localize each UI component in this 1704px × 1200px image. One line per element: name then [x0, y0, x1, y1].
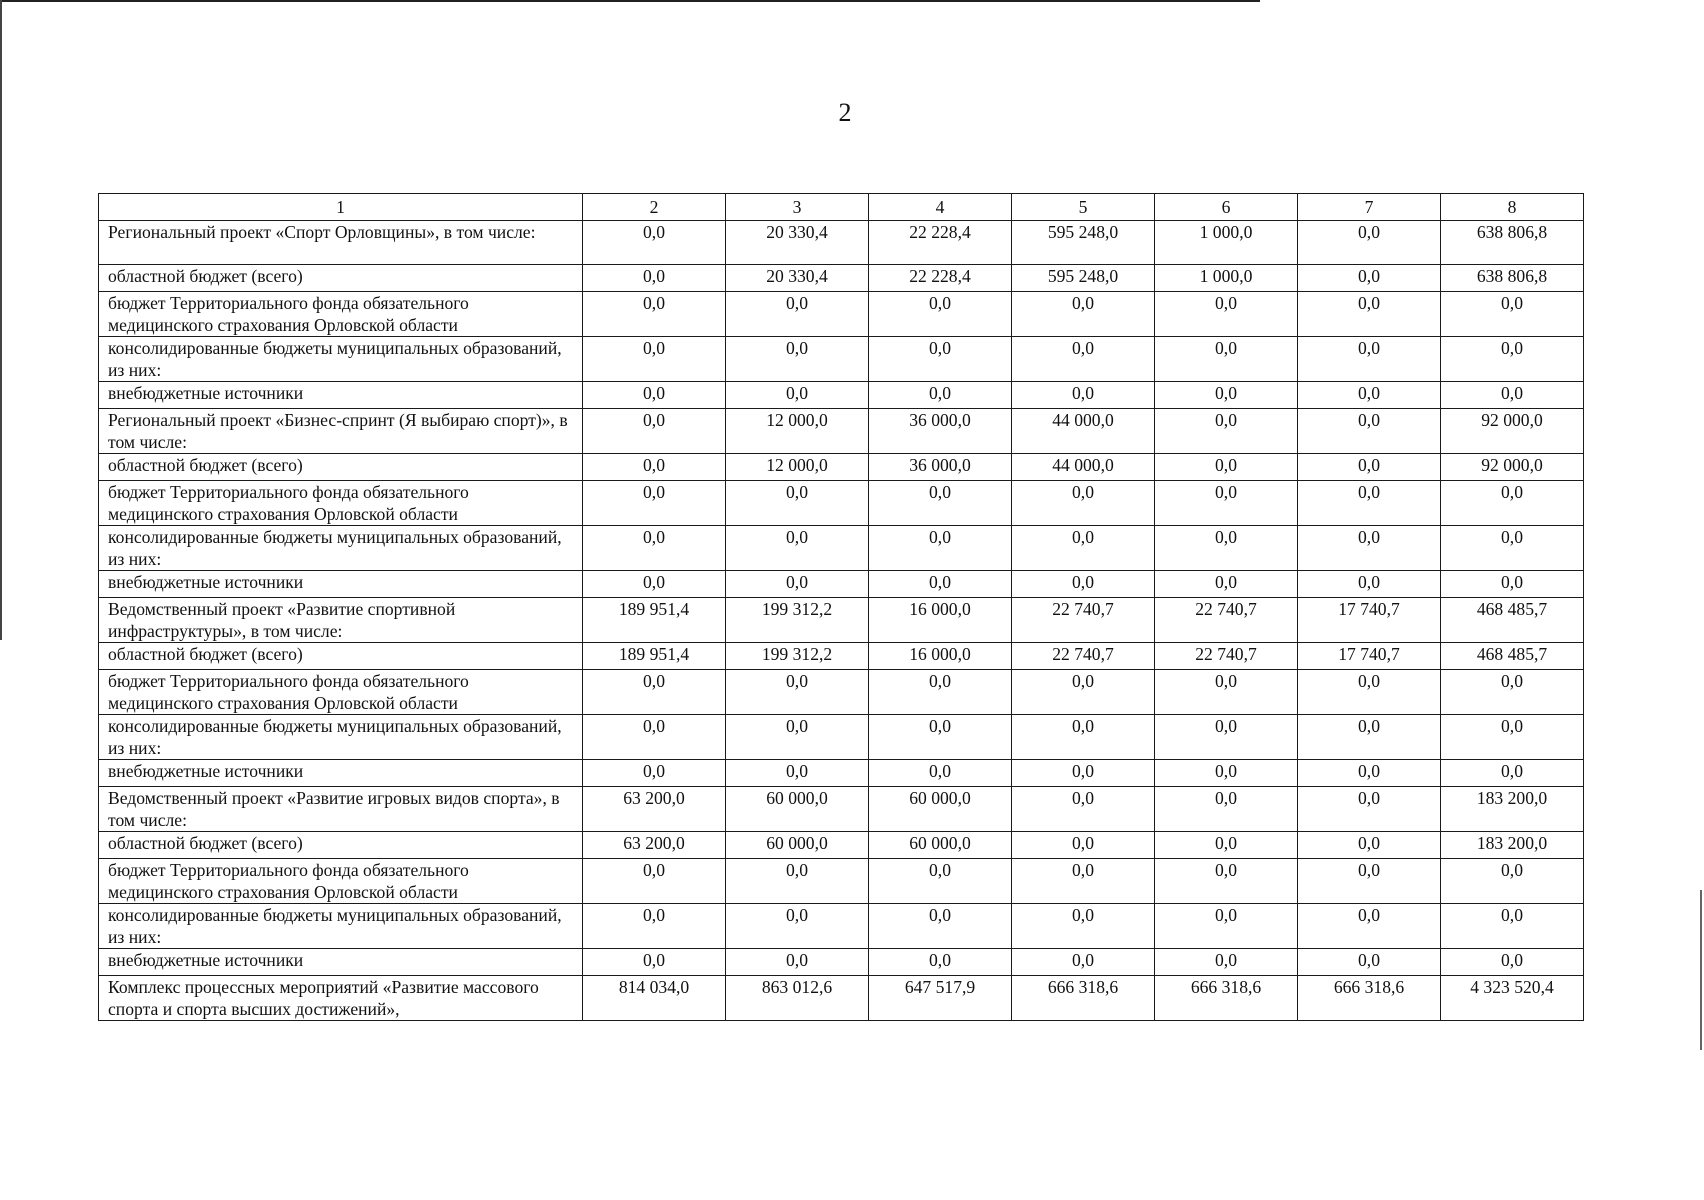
- cell-value: 0,0: [1155, 526, 1298, 571]
- cell-value: 44 000,0: [1012, 454, 1155, 481]
- cell-value: 0,0: [869, 715, 1012, 760]
- cell-value: 0,0: [583, 571, 726, 598]
- cell-value: 183 200,0: [1441, 832, 1584, 859]
- table-row: [99, 904, 1584, 949]
- row-label: Комплекс процессных мероприятий «Развитие массового спорта и спорта высших достижений»,: [99, 976, 583, 1021]
- column-header: 8: [1441, 194, 1584, 221]
- cell-value: 0,0: [583, 526, 726, 571]
- cell-value: 0,0: [583, 382, 726, 409]
- cell-value: 0,0: [869, 382, 1012, 409]
- cell-value: 0,0: [1441, 337, 1584, 382]
- cell-value: 0,0: [1012, 481, 1155, 526]
- cell-value: 0,0: [583, 904, 726, 949]
- cell-value: 22 740,7: [1012, 598, 1155, 643]
- column-header: 7: [1298, 194, 1441, 221]
- cell-value: 0,0: [1441, 382, 1584, 409]
- cell-value: 0,0: [583, 454, 726, 481]
- cell-value: 22 740,7: [1012, 643, 1155, 670]
- cell-value: 0,0: [726, 382, 869, 409]
- cell-value: 0,0: [869, 292, 1012, 337]
- cell-value: 0,0: [1155, 292, 1298, 337]
- cell-value: 0,0: [726, 526, 869, 571]
- cell-value: 0,0: [1441, 670, 1584, 715]
- cell-value: 0,0: [1155, 859, 1298, 904]
- cell-value: 0,0: [869, 760, 1012, 787]
- cell-value: 814 034,0: [583, 976, 726, 1021]
- cell-value: 0,0: [869, 670, 1012, 715]
- cell-value: 12 000,0: [726, 454, 869, 481]
- cell-value: 1 000,0: [1155, 265, 1298, 292]
- table-row: [99, 670, 1584, 715]
- cell-value: 20 330,4: [726, 265, 869, 292]
- cell-value: 0,0: [1155, 409, 1298, 454]
- cell-value: 0,0: [1298, 382, 1441, 409]
- cell-value: 0,0: [1012, 904, 1155, 949]
- cell-value: 0,0: [583, 670, 726, 715]
- cell-value: 0,0: [1298, 292, 1441, 337]
- cell-value: 0,0: [869, 337, 1012, 382]
- cell-value: 0,0: [1298, 859, 1441, 904]
- cell-value: 0,0: [1298, 949, 1441, 976]
- cell-value: 647 517,9: [869, 976, 1012, 1021]
- row-label: внебюджетные источники: [99, 571, 583, 598]
- cell-value: 0,0: [869, 571, 1012, 598]
- cell-value: 638 806,8: [1441, 221, 1584, 265]
- cell-value: 0,0: [1298, 337, 1441, 382]
- cell-value: 17 740,7: [1298, 598, 1441, 643]
- column-header: 5: [1012, 194, 1155, 221]
- scan-edge-top: [0, 0, 1260, 2]
- cell-value: 0,0: [583, 221, 726, 265]
- cell-value: 0,0: [726, 292, 869, 337]
- cell-value: 0,0: [726, 571, 869, 598]
- table-row: [99, 598, 1584, 643]
- cell-value: 0,0: [726, 859, 869, 904]
- cell-value: 60 000,0: [869, 832, 1012, 859]
- cell-value: 0,0: [583, 859, 726, 904]
- row-label: Ведомственный проект «Развитие игровых видов спорта», в том числе:: [99, 787, 583, 832]
- cell-value: 863 012,6: [726, 976, 869, 1021]
- cell-value: 22 740,7: [1155, 598, 1298, 643]
- table-row: [99, 571, 1584, 598]
- cell-value: 22 228,4: [869, 265, 1012, 292]
- cell-value: 0,0: [1155, 337, 1298, 382]
- cell-value: 0,0: [1441, 859, 1584, 904]
- cell-value: 199 312,2: [726, 643, 869, 670]
- cell-value: 189 951,4: [583, 643, 726, 670]
- cell-value: 0,0: [1298, 832, 1441, 859]
- cell-value: 0,0: [1298, 265, 1441, 292]
- cell-value: 0,0: [1155, 949, 1298, 976]
- table-row: [99, 337, 1584, 382]
- cell-value: 0,0: [1298, 670, 1441, 715]
- table-row: [99, 976, 1584, 1021]
- cell-value: 0,0: [583, 409, 726, 454]
- cell-value: 0,0: [1155, 454, 1298, 481]
- cell-value: 44 000,0: [1012, 409, 1155, 454]
- row-label: бюджет Территориального фонда обязательного медицинского страхования Орловской области: [99, 481, 583, 526]
- row-label: бюджет Территориального фонда обязательного медицинского страхования Орловской области: [99, 292, 583, 337]
- cell-value: 92 000,0: [1441, 409, 1584, 454]
- cell-value: 0,0: [1441, 760, 1584, 787]
- cell-value: 0,0: [1155, 715, 1298, 760]
- cell-value: 638 806,8: [1441, 265, 1584, 292]
- cell-value: 0,0: [1441, 292, 1584, 337]
- cell-value: 0,0: [1298, 787, 1441, 832]
- cell-value: 0,0: [1012, 670, 1155, 715]
- cell-value: 22 740,7: [1155, 643, 1298, 670]
- cell-value: 36 000,0: [869, 409, 1012, 454]
- cell-value: 92 000,0: [1441, 454, 1584, 481]
- row-label: Региональный проект «Спорт Орловщины», в том числе:: [99, 221, 583, 265]
- cell-value: 20 330,4: [726, 221, 869, 265]
- cell-value: 0,0: [726, 949, 869, 976]
- cell-value: 468 485,7: [1441, 598, 1584, 643]
- budget-table: [98, 193, 1584, 1021]
- row-label: областной бюджет (всего): [99, 643, 583, 670]
- cell-value: 36 000,0: [869, 454, 1012, 481]
- cell-value: 0,0: [1012, 292, 1155, 337]
- cell-value: 0,0: [1155, 571, 1298, 598]
- column-header: 3: [726, 194, 869, 221]
- row-label: консолидированные бюджеты муниципальных образований, из них:: [99, 526, 583, 571]
- cell-value: 0,0: [726, 670, 869, 715]
- cell-value: 0,0: [726, 481, 869, 526]
- table-row: [99, 643, 1584, 670]
- cell-value: 0,0: [726, 760, 869, 787]
- cell-value: 4 323 520,4: [1441, 976, 1584, 1021]
- cell-value: 0,0: [1155, 481, 1298, 526]
- row-label: консолидированные бюджеты муниципальных образований, из них:: [99, 715, 583, 760]
- cell-value: 0,0: [1441, 949, 1584, 976]
- cell-value: 12 000,0: [726, 409, 869, 454]
- column-header: 2: [583, 194, 726, 221]
- cell-value: 0,0: [1012, 787, 1155, 832]
- row-label: внебюджетные источники: [99, 382, 583, 409]
- cell-value: 16 000,0: [869, 643, 1012, 670]
- cell-value: 16 000,0: [869, 598, 1012, 643]
- row-label: консолидированные бюджеты муниципальных образований, из них:: [99, 904, 583, 949]
- cell-value: 666 318,6: [1298, 976, 1441, 1021]
- cell-value: 0,0: [583, 292, 726, 337]
- cell-value: 0,0: [1298, 481, 1441, 526]
- cell-value: 595 248,0: [1012, 221, 1155, 265]
- table-row: [99, 382, 1584, 409]
- cell-value: 0,0: [1155, 670, 1298, 715]
- row-label: областной бюджет (всего): [99, 265, 583, 292]
- cell-value: 189 951,4: [583, 598, 726, 643]
- column-header: 6: [1155, 194, 1298, 221]
- cell-value: 199 312,2: [726, 598, 869, 643]
- cell-value: 0,0: [1298, 221, 1441, 265]
- row-label: бюджет Территориального фонда обязательного медицинского страхования Орловской области: [99, 670, 583, 715]
- cell-value: 22 228,4: [869, 221, 1012, 265]
- cell-value: 0,0: [869, 526, 1012, 571]
- table-row: [99, 859, 1584, 904]
- cell-value: 0,0: [1012, 832, 1155, 859]
- cell-value: 0,0: [1298, 715, 1441, 760]
- cell-value: 0,0: [1155, 760, 1298, 787]
- cell-value: 0,0: [1012, 571, 1155, 598]
- table-row: [99, 787, 1584, 832]
- cell-value: 0,0: [1155, 904, 1298, 949]
- table-row: [99, 265, 1584, 292]
- cell-value: 0,0: [583, 715, 726, 760]
- cell-value: 0,0: [1298, 454, 1441, 481]
- cell-value: 0,0: [869, 859, 1012, 904]
- cell-value: 0,0: [1298, 526, 1441, 571]
- cell-value: 183 200,0: [1441, 787, 1584, 832]
- row-label: консолидированные бюджеты муниципальных образований, из них:: [99, 337, 583, 382]
- cell-value: 0,0: [1441, 904, 1584, 949]
- column-header: 1: [99, 194, 583, 221]
- table-row: [99, 454, 1584, 481]
- cell-value: 0,0: [1441, 715, 1584, 760]
- table-row: [99, 292, 1584, 337]
- row-label: областной бюджет (всего): [99, 832, 583, 859]
- cell-value: 0,0: [726, 904, 869, 949]
- row-label: внебюджетные источники: [99, 949, 583, 976]
- cell-value: 63 200,0: [583, 787, 726, 832]
- cell-value: 0,0: [1012, 760, 1155, 787]
- cell-value: 63 200,0: [583, 832, 726, 859]
- cell-value: 0,0: [1298, 409, 1441, 454]
- cell-value: 468 485,7: [1441, 643, 1584, 670]
- row-label: Региональный проект «Бизнес-спринт (Я выбираю спорт)», в том числе:: [99, 409, 583, 454]
- cell-value: 0,0: [726, 337, 869, 382]
- row-label: внебюджетные источники: [99, 760, 583, 787]
- cell-value: 0,0: [1155, 832, 1298, 859]
- table-row: [99, 949, 1584, 976]
- cell-value: 666 318,6: [1012, 976, 1155, 1021]
- cell-value: 0,0: [1012, 859, 1155, 904]
- cell-value: 0,0: [1012, 949, 1155, 976]
- cell-value: 60 000,0: [726, 787, 869, 832]
- row-label: областной бюджет (всего): [99, 454, 583, 481]
- cell-value: 0,0: [583, 760, 726, 787]
- cell-value: 17 740,7: [1298, 643, 1441, 670]
- table-header-row: [99, 194, 1584, 221]
- cell-value: 0,0: [869, 904, 1012, 949]
- cell-value: 0,0: [583, 337, 726, 382]
- table-row: [99, 715, 1584, 760]
- cell-value: 0,0: [1155, 382, 1298, 409]
- cell-value: 0,0: [583, 265, 726, 292]
- cell-value: 0,0: [1012, 526, 1155, 571]
- cell-value: 0,0: [1012, 337, 1155, 382]
- table-row: [99, 526, 1584, 571]
- cell-value: 60 000,0: [726, 832, 869, 859]
- cell-value: 0,0: [1441, 526, 1584, 571]
- column-header: 4: [869, 194, 1012, 221]
- table-row: [99, 409, 1584, 454]
- cell-value: 0,0: [869, 949, 1012, 976]
- cell-value: 0,0: [726, 715, 869, 760]
- cell-value: 0,0: [1298, 571, 1441, 598]
- cell-value: 0,0: [1298, 904, 1441, 949]
- cell-value: 0,0: [1012, 715, 1155, 760]
- scan-edge-right: [1700, 890, 1702, 1050]
- cell-value: 0,0: [1441, 571, 1584, 598]
- table-row: [99, 760, 1584, 787]
- cell-value: 0,0: [1298, 760, 1441, 787]
- cell-value: 595 248,0: [1012, 265, 1155, 292]
- page-number: 2: [838, 98, 852, 127]
- cell-value: 666 318,6: [1155, 976, 1298, 1021]
- cell-value: 0,0: [1441, 481, 1584, 526]
- cell-value: 1 000,0: [1155, 221, 1298, 265]
- table-row: [99, 221, 1584, 265]
- table-row: [99, 832, 1584, 859]
- cell-value: 0,0: [583, 949, 726, 976]
- scan-edge-left: [0, 0, 2, 640]
- cell-value: 0,0: [1012, 382, 1155, 409]
- cell-value: 60 000,0: [869, 787, 1012, 832]
- cell-value: 0,0: [869, 481, 1012, 526]
- table-row: [99, 481, 1584, 526]
- table-body: [99, 221, 1584, 1021]
- cell-value: 0,0: [583, 481, 726, 526]
- row-label: бюджет Территориального фонда обязательного медицинского страхования Орловской области: [99, 859, 583, 904]
- row-label: Ведомственный проект «Развитие спортивной инфраструктуры», в том числе:: [99, 598, 583, 643]
- cell-value: 0,0: [1155, 787, 1298, 832]
